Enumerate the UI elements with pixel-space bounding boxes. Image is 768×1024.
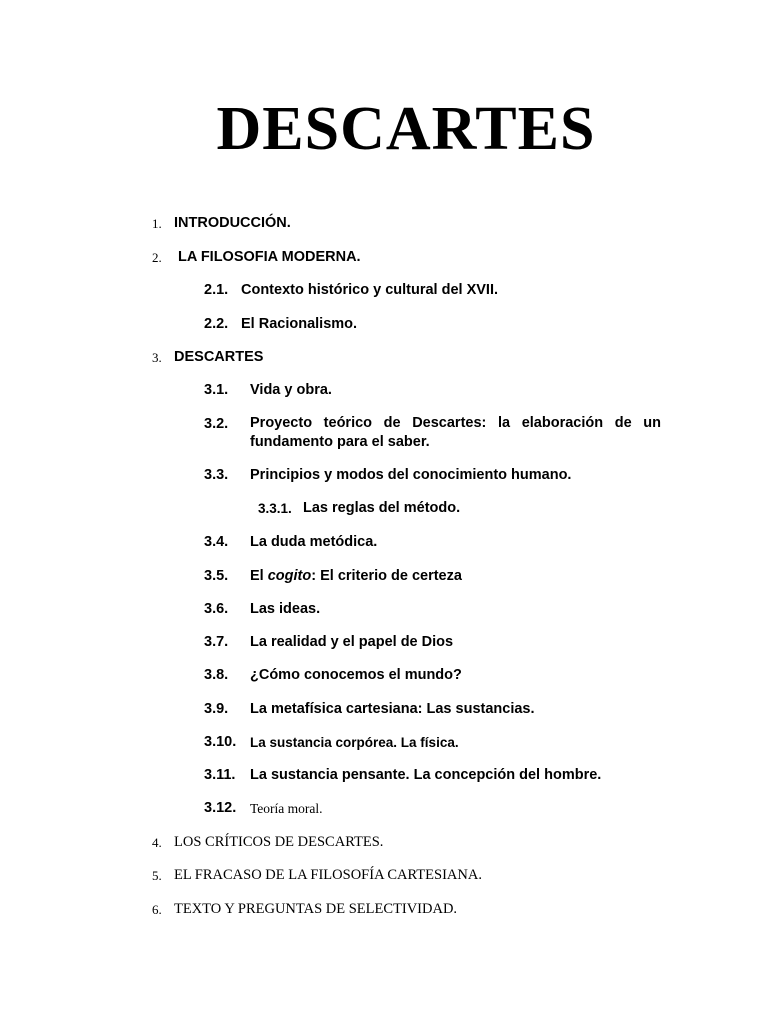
section-title-filosofia-moderna: LA FILOSOFIA MODERNA. (178, 249, 361, 265)
subsection-title: ¿Cómo conocemos el mundo? (250, 667, 462, 683)
subsection-number: 3.7. (204, 634, 229, 650)
section-number: 6. (152, 902, 162, 917)
subsection-title: Principios y modos del conocimiento humano. (250, 467, 572, 483)
section-number: 4. (152, 835, 162, 850)
subsubsection-title: Las reglas del método. (303, 500, 461, 516)
section-title-texto: TEXTO Y PREGUNTAS DE SELECTIVIDAD. (174, 901, 458, 917)
section-number: 5. (152, 868, 162, 883)
subsection-title: La realidad y el papel de Dios (250, 634, 454, 650)
subsection-title: Las ideas. (250, 601, 321, 617)
subsection-number: 3.4. (204, 534, 229, 550)
subsection-title: La metafísica cartesiana: Las sustancias. (250, 701, 535, 717)
subsection-title (250, 567, 462, 585)
subsection-number: 3.12. (204, 800, 237, 816)
label-italic: cogito (267, 568, 312, 584)
section-title-fracaso: EL FRACASO DE LA FILOSOFÍA CARTESIANA. (174, 867, 482, 883)
subsection-number: 3.10. (204, 734, 237, 750)
label-suffix: : El criterio de certeza (311, 568, 462, 584)
subsection-number: 3.2. (204, 416, 229, 432)
subsection-number: 3.6. (204, 601, 229, 617)
document-title: DESCARTES (216, 95, 596, 163)
section-number: 2. (152, 250, 162, 265)
subsubsection-number: 3.3.1. (258, 501, 292, 516)
subsection-title: El Racionalismo. (241, 316, 358, 332)
label-prefix: El (250, 568, 268, 584)
subsection-number: 2.1. (204, 282, 229, 298)
subsection-number: 3.8. (204, 667, 229, 683)
subsection-title: La sustancia pensante. La concepción del hombre. (250, 767, 602, 783)
section-title-descartes: DESCARTES (174, 349, 264, 365)
section-title-introduccion: INTRODUCCIÓN. (174, 215, 291, 231)
subsection-number: 3.3. (204, 467, 229, 483)
section-title-criticos: LOS CRÍTICOS DE DESCARTES. (174, 834, 384, 850)
subsection-title: Proyecto teórico de Descartes: la elaboración de un fundamento para el saber. (250, 415, 661, 450)
subsection-number: 3.9. (204, 701, 229, 717)
section-number: 1. (152, 216, 162, 231)
subsection-number: 3.5. (204, 568, 229, 584)
subsection-title: La duda metódica. (250, 534, 378, 550)
subsection-title: La sustancia corpórea. La física. (250, 735, 459, 750)
subsection-number: 2.2. (204, 316, 229, 332)
section-number: 3. (152, 350, 162, 365)
subsection-number: 3.11. (204, 767, 236, 783)
subsection-number: 3.1. (204, 382, 229, 398)
subsection-title: Contexto histórico y cultural del XVII. (241, 282, 499, 298)
subsection-title: Vida y obra. (250, 382, 332, 398)
subsection-title: Teoría moral. (250, 801, 323, 816)
